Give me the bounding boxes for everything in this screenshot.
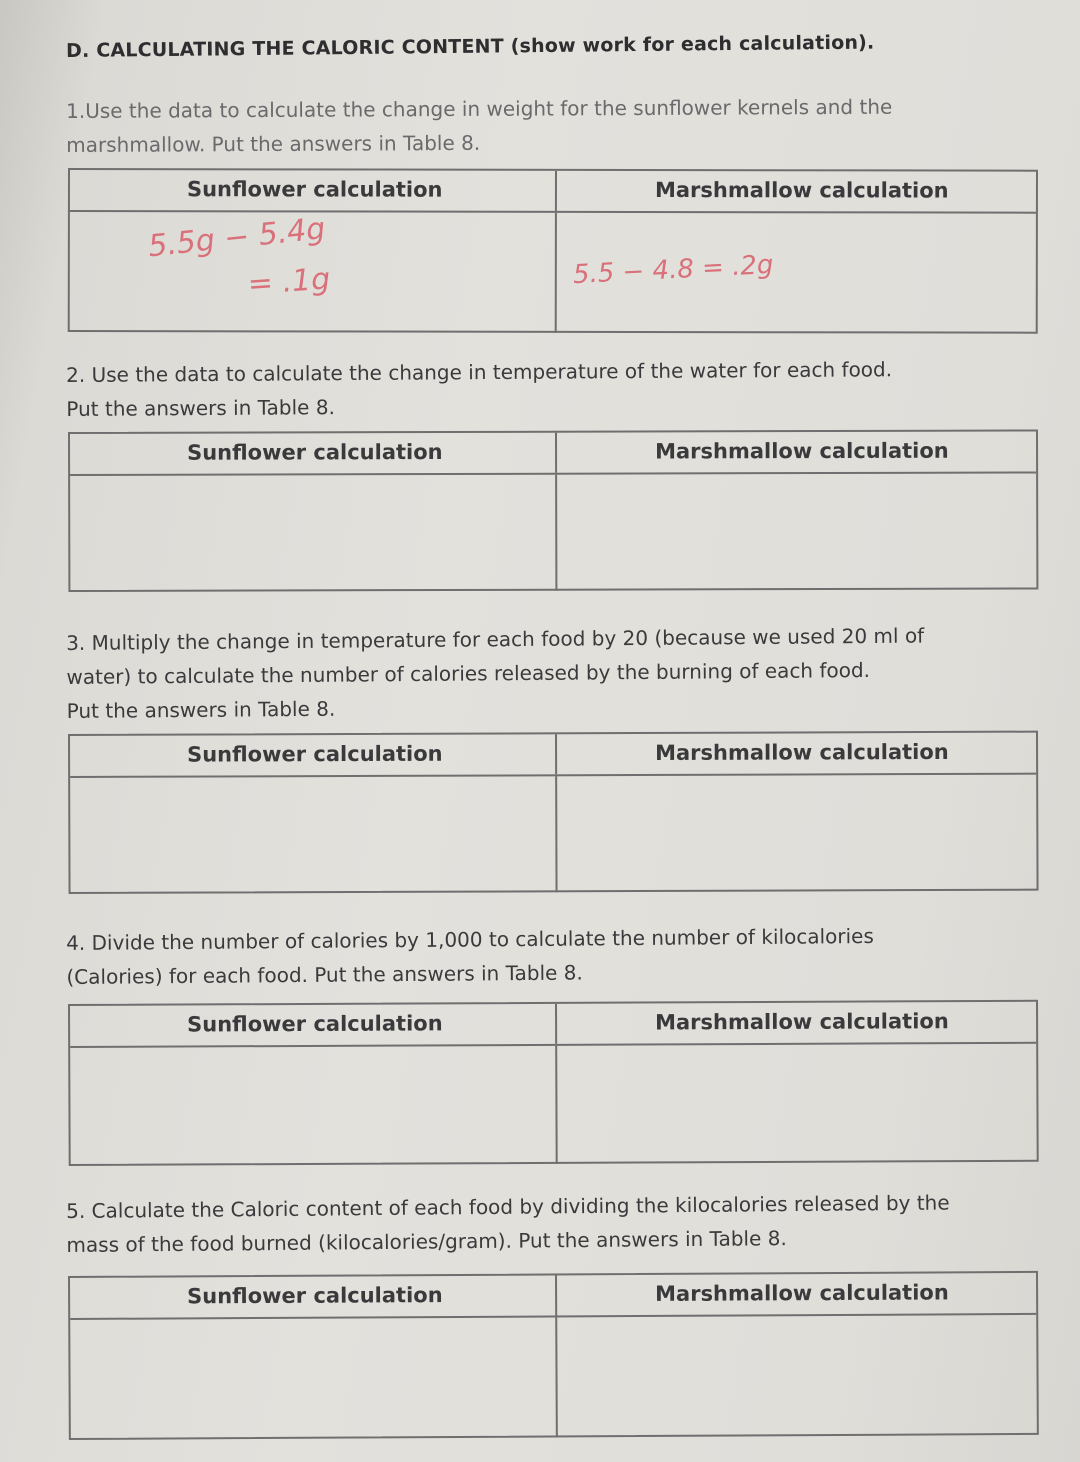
- table-q4-header: [70, 1002, 1036, 1048]
- table-q3: [68, 731, 1039, 894]
- sunflower-weight-work-line-2: = .1g: [246, 261, 332, 303]
- question-4-line-2: (Calories) for each food. Put the answers in Table 8.: [66, 960, 583, 989]
- table-q2-header: [70, 431, 1036, 476]
- table-q2-marshmallow-header: Marshmallow calculation: [655, 438, 949, 464]
- table-q4-marshmallow-cell[interactable]: [557, 1044, 1037, 1164]
- question-2-line-1: 2. Use the data to calculate the change in temperature of the water for each food.: [66, 357, 893, 387]
- question-1-line-2: marshmallow. Put the answers in Table 8.: [66, 130, 481, 157]
- sunflower-weight-work-line-1: 5.5g − 5.4g: [146, 211, 327, 265]
- question-2-line-2: Put the answers in Table 8.: [66, 395, 335, 421]
- table-q5: [68, 1271, 1039, 1440]
- table-q4-marshmallow-header: Marshmallow calculation: [655, 1009, 949, 1035]
- table-q2: [68, 429, 1038, 592]
- question-5-line-2: mass of the food burned (kilocalories/gram). Put the answers in Table 8.: [66, 1226, 787, 1257]
- question-3-line-2: water) to calculate the number of calories released by the burning of each food.: [66, 657, 871, 689]
- table-q3-sunflower-header: Sunflower calculation: [70, 734, 557, 776]
- table-q2-sunflower-header: Sunflower calculation: [70, 433, 557, 474]
- table-q1-header: [70, 170, 1036, 214]
- table-q1-sunflower-cell[interactable]: [70, 212, 557, 333]
- table-q1: [68, 168, 1038, 334]
- question-1-text: [66, 89, 1026, 162]
- question-4-line-1: 4. Divide the number of calories by 1,000 to calculate the number of kilocalories: [66, 923, 874, 955]
- marshmallow-weight-work: 5.5 − 4.8 = .2g: [572, 250, 775, 291]
- table-q5-marshmallow-header: Marshmallow calculation: [655, 1280, 949, 1306]
- question-4-text: [66, 918, 1027, 994]
- question-3-line-3: Put the answers in Table 8.: [66, 696, 336, 723]
- question-5-text: [66, 1185, 1027, 1262]
- table-q5-sunflower-cell[interactable]: [70, 1317, 558, 1440]
- table-q4: [68, 1000, 1039, 1166]
- table-q5-header: [70, 1273, 1036, 1320]
- table-q4-sunflower-header: Sunflower calculation: [70, 1004, 557, 1046]
- question-3-text: [66, 618, 1027, 728]
- table-q5-marshmallow-cell[interactable]: [557, 1315, 1037, 1438]
- table-q3-sunflower-cell[interactable]: [70, 776, 557, 894]
- table-q2-sunflower-cell[interactable]: [70, 475, 557, 592]
- table-q3-marshmallow-header: Marshmallow calculation: [655, 739, 949, 765]
- table-q3-marshmallow-cell[interactable]: [557, 775, 1036, 893]
- question-3-line-1: 3. Multiply the change in temperature for each food by 20 (because we used 20 ml of: [66, 623, 925, 655]
- question-5-line-1: 5. Calculate the Caloric content of each food by dividing the kilocalories released by the: [66, 1190, 950, 1223]
- question-1-line-1: 1.Use the data to calculate the change in weight for the sunflower kernels and the: [66, 94, 893, 123]
- table-q1-marshmallow-cell[interactable]: [557, 213, 1036, 334]
- table-q4-sunflower-cell[interactable]: [70, 1046, 558, 1166]
- table-q1-sunflower-header: Sunflower calculation: [70, 170, 557, 211]
- table-q2-marshmallow-cell[interactable]: [557, 473, 1036, 590]
- question-2-text: [66, 351, 1026, 426]
- table-q5-sunflower-header: Sunflower calculation: [70, 1275, 557, 1318]
- section-title: D. CALCULATING THE CALORIC CONTENT (show work for each calculation).: [66, 31, 875, 62]
- table-q1-marshmallow-header: Marshmallow calculation: [654, 178, 949, 203]
- table-q3-header: [70, 733, 1036, 778]
